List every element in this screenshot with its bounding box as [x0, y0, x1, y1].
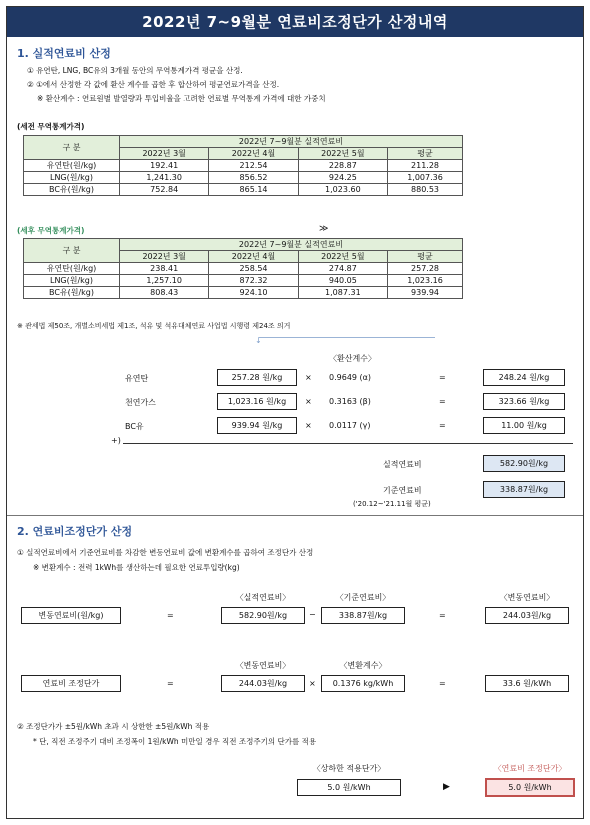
equals-sign: =: [439, 679, 446, 688]
post-tax-col-header: 2022년 3월: [120, 251, 209, 263]
table-cell: 212.54: [209, 160, 298, 172]
table-cell: 238.41: [120, 263, 209, 275]
pre-tax-caption: (세전 무역통계가격): [17, 122, 85, 131]
multiply-sign: ×: [305, 373, 312, 382]
variable-fuel-cost-label: 변동연료비(원/kg): [21, 607, 121, 624]
table-cell: 872.32: [209, 275, 298, 287]
base-fuel-cost-label: 기준연료비: [383, 486, 422, 495]
arrow-right-icon: ▶: [443, 782, 450, 792]
equals-sign: =: [439, 373, 446, 382]
section-divider: [7, 515, 583, 516]
final-unit-header: 〈연료비 조정단가〉: [493, 764, 567, 773]
section-2-note-1: ① 실적연료비에서 기준연료비를 차감한 변동연료비 값에 변환계수를 곱하여 조정단가 산정: [17, 548, 314, 557]
table-cell: 880.53: [388, 184, 463, 196]
table-cell: 257.28: [388, 263, 463, 275]
table-cell: 274.87: [298, 263, 387, 275]
document-title: 2022년 7~9월분 연료비조정단가 산정내역: [7, 7, 583, 37]
equals-sign: =: [439, 611, 446, 620]
section-1-note-2: ② ①에서 산정한 각 값에 환산 계수를 곱한 후 합산하여 평균연료가격을 산정.: [27, 80, 280, 89]
unit-adjustment-result: 33.6 원/kWh: [485, 675, 569, 692]
pre-tax-col-header: 2022년 3월: [120, 148, 209, 160]
actual-fuel-cost-value: 582.90원/kg: [221, 607, 305, 624]
minus-sign: −: [309, 610, 316, 619]
conversion-factor-header: 〈변환계수〉: [339, 661, 387, 670]
row-label: 유연탄(원/kg): [24, 263, 120, 275]
multiply-sign: ×: [305, 421, 312, 430]
plus-sign: +): [111, 436, 121, 445]
table-cell: 752.84: [120, 184, 209, 196]
table-cell: 1,023.16: [388, 275, 463, 287]
row-label: 유연탄(원/kg): [24, 160, 120, 172]
equals-sign: =: [439, 421, 446, 430]
coef-value: 0.0117 (γ): [329, 421, 371, 430]
table-cell: 856.52: [209, 172, 298, 184]
post-tax-col-header: 2022년 5월: [298, 251, 387, 263]
section-2-note-3: ② 조정단가가 ±5원/kWh 초과 시 상한한 ±5원/kWh 적용: [17, 722, 210, 731]
actual-fuel-cost-header: 〈실적연료비〉: [235, 593, 291, 602]
section-1-note-3: ※ 환산계수 : 연료원별 발열량과 투입비율을 고려한 연료별 무역통계 가격에 대한 가중치: [37, 94, 326, 103]
document-frame: [6, 6, 584, 819]
pre-tax-col-header: 2022년 5월: [298, 148, 387, 160]
fuel-name: 유연탄: [125, 374, 149, 383]
chevron-down-icon: ≫: [319, 224, 329, 234]
unit-adjustment-label: 연료비 조정단가: [21, 675, 121, 692]
table-cell: 211.28: [388, 160, 463, 172]
variable-fuel-cost-header: 〈변동연료비〉: [499, 593, 555, 602]
result-box: 248.24 원/kg: [483, 369, 565, 386]
variable-fuel-cost-header: 〈변동연료비〉: [235, 661, 291, 670]
section-2-note-2: ※ 변환계수 : 전력 1kWh를 생산하는데 필요한 연료투입량(kg): [33, 563, 240, 572]
table-row: [24, 184, 463, 196]
table-cell: 1,241.30: [120, 172, 209, 184]
table-cell: 258.54: [209, 263, 298, 275]
result-box: 323.66 원/kg: [483, 393, 565, 410]
section-2-heading: 2. 연료비조정단가 산정: [17, 525, 133, 538]
post-tax-span-header: 2022년 7~9월분 실적연료비: [120, 239, 463, 251]
row-label: BC유(원/kg): [24, 184, 120, 196]
base-fuel-cost-header: 〈기준연료비〉: [335, 593, 391, 602]
table-cell: 939.94: [388, 287, 463, 299]
post-tax-col-header: 2022년 4월: [209, 251, 298, 263]
table-cell: 865.14: [209, 184, 298, 196]
equals-sign: =: [439, 397, 446, 406]
row-label: BC유(원/kg): [24, 287, 120, 299]
table-cell: 924.25: [298, 172, 387, 184]
fuel-name: BC유: [125, 422, 144, 431]
fuel-name: 천연가스: [125, 398, 156, 407]
table-cell: 1,087.31: [298, 287, 387, 299]
result-box: 11.00 원/kg: [483, 417, 565, 434]
table-row: [24, 275, 463, 287]
equals-sign: =: [167, 611, 174, 620]
table-row: [24, 263, 463, 275]
pre-tax-table: [23, 135, 463, 196]
base-fuel-cost-value: 338.87원/kg: [321, 607, 405, 624]
pre-tax-span-header: 2022년 7~9월분 실적연료비: [120, 136, 463, 148]
table-cell: 228.87: [298, 160, 387, 172]
variable-fuel-cost-result: 244.03원/kg: [485, 607, 569, 624]
table-row: [24, 172, 463, 184]
fuel-price-box: 257.28 원/kg: [217, 369, 297, 386]
actual-fuel-cost-box: 582.90원/kg: [483, 455, 565, 472]
section-1-heading: 1. 실적연료비 산정: [17, 47, 111, 60]
law-note: ※ 관세법 제50조, 개별소비세법 제1조, 석유 및 석유대체연료 사업법 시행령 제24조 의거: [17, 322, 291, 330]
fuel-price-box: 939.94 원/kg: [217, 417, 297, 434]
capped-unit-box: 5.0 원/kWh: [297, 779, 401, 796]
coef-value: 0.9649 (α): [329, 373, 372, 382]
row-label: LNG(원/kg): [24, 275, 120, 287]
table-cell: 1,257.10: [120, 275, 209, 287]
pre-tax-col-header: 평균: [388, 148, 463, 160]
post-tax-col-header: 평균: [388, 251, 463, 263]
multiply-sign: ×: [309, 679, 316, 688]
sum-line: [123, 443, 573, 444]
multiply-sign: ×: [305, 397, 312, 406]
coef-value: 0.3163 (β): [329, 397, 371, 406]
row-label: LNG(원/kg): [24, 172, 120, 184]
post-tax-table: [23, 238, 463, 299]
connector-line: [259, 337, 435, 338]
pre-tax-col-header: 2022년 4월: [209, 148, 298, 160]
base-fuel-cost-note: ('20.12~'21.11월 평균): [353, 500, 431, 508]
base-fuel-cost-box: 338.87원/kg: [483, 481, 565, 498]
post-tax-group-header: 구 분: [24, 239, 120, 263]
table-row: [24, 160, 463, 172]
variable-fuel-cost-value: 244.03원/kg: [221, 675, 305, 692]
table-cell: 940.05: [298, 275, 387, 287]
table-row: [24, 287, 463, 299]
capped-unit-header: 〈상하한 적용단가〉: [312, 764, 386, 773]
coef-header: 〈환산계수〉: [329, 354, 376, 363]
table-cell: 192.41: [120, 160, 209, 172]
table-cell: 924.10: [209, 287, 298, 299]
equals-sign: =: [167, 679, 174, 688]
pre-tax-group-header: 구 분: [24, 136, 120, 160]
table-cell: 1,007.36: [388, 172, 463, 184]
post-tax-caption: (세후 무역통계가격): [17, 226, 85, 235]
actual-fuel-cost-label: 실적연료비: [383, 460, 422, 469]
section-1-note-1: ① 유연탄, LNG, BC유의 3개월 동안의 무역통계가격 평균을 산정.: [27, 66, 243, 75]
table-cell: 1,023.60: [298, 184, 387, 196]
final-unit-box: 5.0 원/kWh: [485, 778, 575, 797]
section-2-note-4: * 단, 직전 조정주기 대비 조정폭이 1원/kWh 미만일 경우 직전 조정주기의 단가를 적용: [33, 737, 317, 746]
table-cell: 808.43: [120, 287, 209, 299]
fuel-price-box: 1,023.16 원/kg: [217, 393, 297, 410]
arrow-down-icon: ↓: [255, 336, 262, 345]
conversion-factor-value: 0.1376 kg/kWh: [321, 675, 405, 692]
